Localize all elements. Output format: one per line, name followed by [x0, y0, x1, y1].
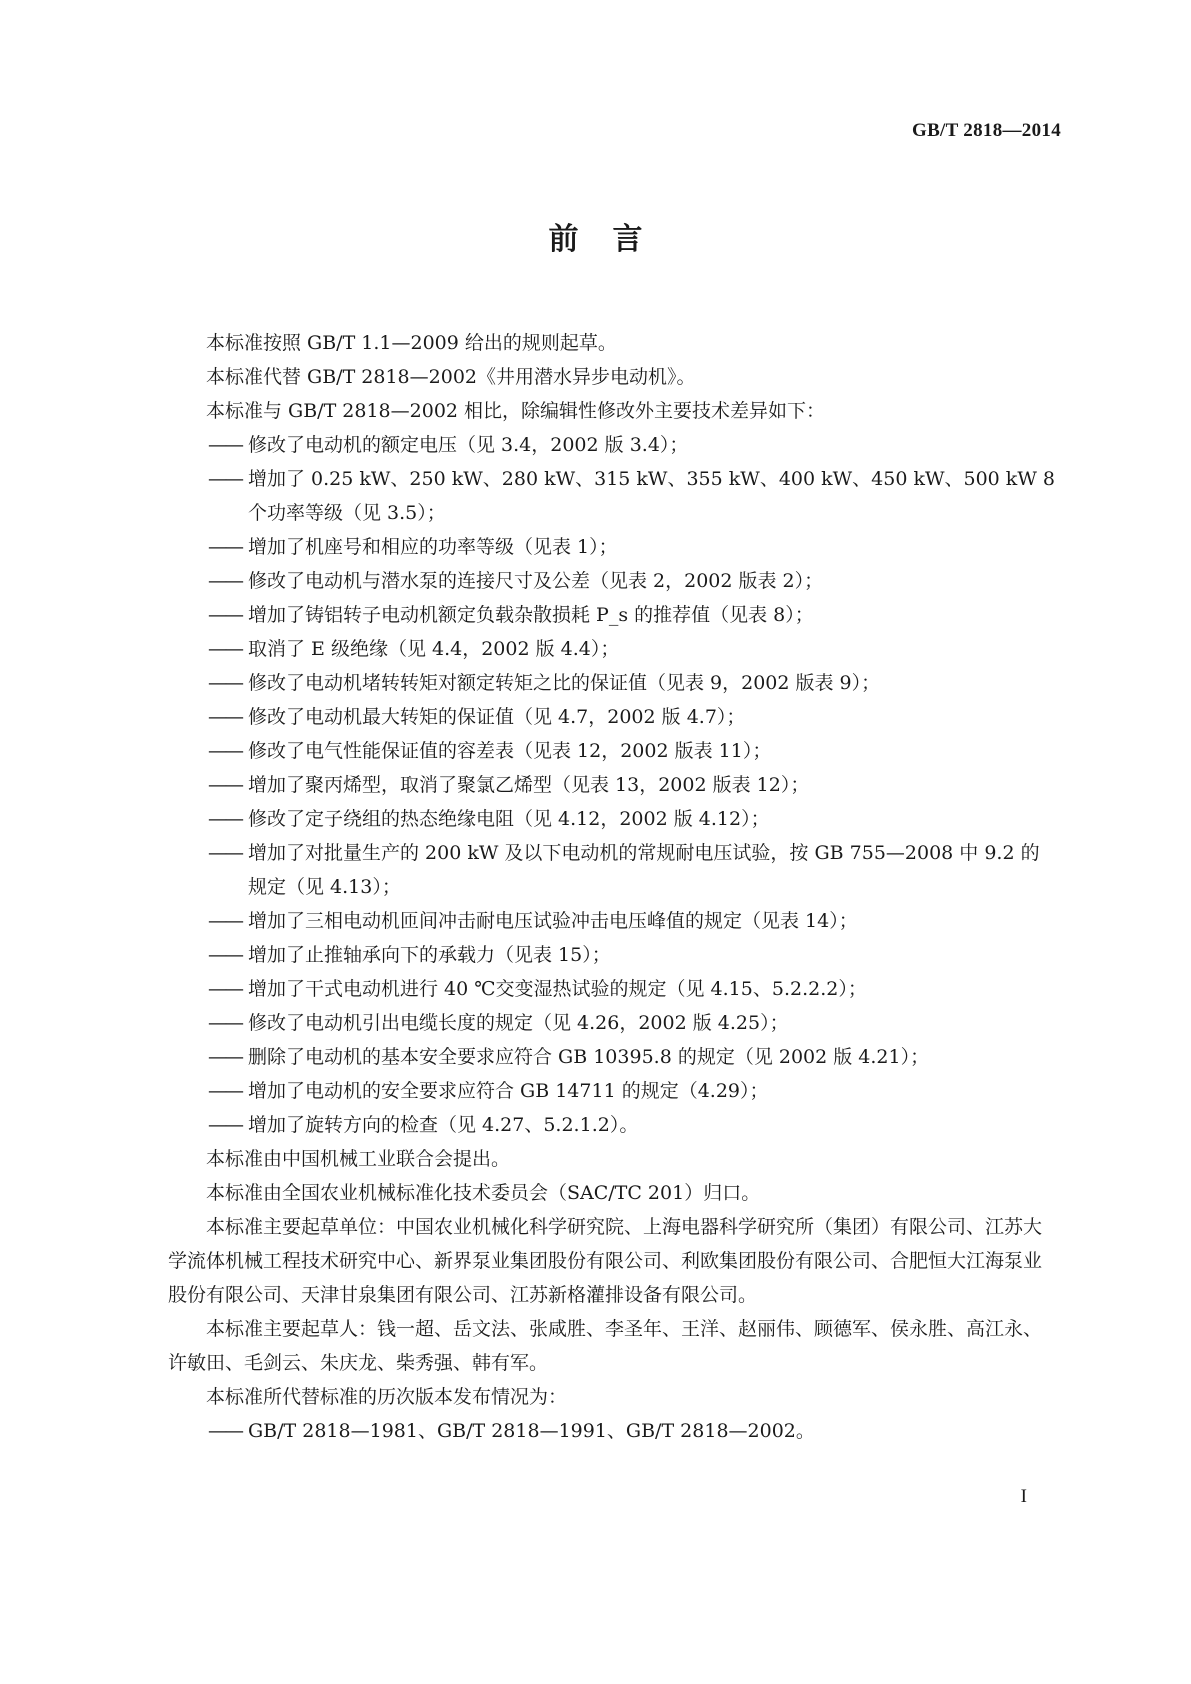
list-item-text: 增加了止推轴承向下的承载力（见表 15）；: [248, 944, 611, 966]
list-item: [168, 768, 1058, 802]
dash-marker: ——: [208, 672, 242, 694]
list-item-text: 修改了定子绕组的热态绝缘电阻（见 4.12，2002 版 4.12）；: [248, 808, 770, 830]
dash-marker: ——: [208, 604, 242, 626]
list-item: [168, 462, 1058, 530]
dash-marker: ——: [208, 1114, 242, 1136]
list-item-text: 增加了 0.25 kW、250 kW、280 kW、315 kW、355 kW、400 kW、450 kW、500 kW 8 个功率等级（见 3.5）；: [248, 468, 1055, 524]
list-item: [168, 530, 1058, 564]
list-item-text: 增加了机座号和相应的功率等级（见表 1）；: [248, 536, 618, 558]
list-item: [168, 428, 1058, 462]
list-item-text: 修改了电动机最大转矩的保证值（见 4.7，2002 版 4.7）；: [248, 706, 746, 728]
list-item: [168, 564, 1058, 598]
list-item-text: 修改了电动机引出电缆长度的规定（见 4.26，2002 版 4.25）；: [248, 1012, 789, 1034]
list-item: [168, 938, 1058, 972]
list-item-text: 修改了电气性能保证值的容差表（见表 12，2002 版表 11）；: [248, 740, 772, 762]
list-item-text: 修改了电动机与潜水泵的连接尺寸及公差（见表 2，2002 版表 2）；: [248, 570, 824, 592]
page-title: 前言: [548, 222, 677, 257]
list-item-text: 删除了电动机的基本安全要求应符合 GB 10395.8 的规定（见 2002 版 4.21）；: [248, 1046, 930, 1068]
history-text: GB/T 2818—1981、GB/T 2818—1991、GB/T 2818—2002。: [248, 1420, 815, 1442]
list-item-text: 增加了电动机的安全要求应符合 GB 14711 的规定（4.29）；: [248, 1080, 769, 1102]
list-item-text: 增加了铸铝转子电动机额定负载杂散损耗 P_s 的推荐值（见表 8）；: [248, 604, 814, 626]
paragraph-differences-intro: 本标准与 GB/T 2818—2002 相比，除编辑性修改外主要技术差异如下：: [206, 400, 826, 422]
page-number: I: [1020, 1486, 1027, 1507]
list-item: [168, 1040, 1058, 1074]
dash-marker: ——: [208, 434, 242, 456]
list-item: [168, 700, 1058, 734]
dash-marker: ——: [208, 1420, 242, 1442]
dash-marker: ——: [208, 740, 242, 762]
changes-list: [168, 428, 1058, 1142]
dash-marker: ——: [208, 1046, 242, 1068]
dash-marker: ——: [208, 842, 242, 864]
dash-marker: ——: [208, 774, 242, 796]
list-item-text: 修改了电动机堵转转矩对额定转矩之比的保证值（见表 9，2002 版表 9）；: [248, 672, 881, 694]
list-item: [168, 802, 1058, 836]
list-item-text: 取消了 E 级绝缘（见 4.4，2002 版 4.4）；: [248, 638, 620, 660]
list-item-text: 修改了电动机的额定电压（见 3.4，2002 版 3.4）；: [248, 434, 689, 456]
history-item: [168, 1414, 1058, 1448]
dash-marker: ——: [208, 1080, 242, 1102]
standard-code: GB/T 2818—2014: [911, 120, 1061, 141]
dash-marker: ——: [208, 536, 242, 558]
paragraph-drafting-units: 本标准主要起草单位：中国农业机械化科学研究院、上海电器科学研究所（集团）有限公司、江苏大学流体机械工程技术研究中心、新界泵业集团股份有限公司、利欧集团股份有限公司、合肥恒大江海泵业股份有限公司、天津甘泉集团有限公司、江苏新格灌排设备有限公司。: [168, 1216, 1043, 1306]
dash-marker: ——: [208, 978, 242, 1000]
foreword-body: [168, 326, 1058, 1448]
paragraph-drafting-rules: 本标准按照 GB/T 1.1—2009 给出的规则起草。: [206, 332, 617, 354]
list-item: [168, 632, 1058, 666]
dash-marker: ——: [208, 638, 242, 660]
list-item: [168, 666, 1058, 700]
paragraph-drafters: 本标准主要起草人：钱一超、岳文法、张咸胜、李圣年、王洋、赵丽伟、顾德军、侯永胜、高江永、许敏田、毛剑云、朱庆龙、柴秀强、韩有军。: [168, 1318, 1043, 1374]
list-item-text: 增加了对批量生产的 200 kW 及以下电动机的常规耐电压试验，按 GB 755—2008 中 9.2 的规定（见 4.13）；: [248, 842, 1040, 898]
paragraph-history-intro: 本标准所代替标准的历次版本发布情况为：: [206, 1386, 568, 1408]
list-item: [168, 598, 1058, 632]
list-item: [168, 1074, 1058, 1108]
list-item: [168, 734, 1058, 768]
dash-marker: ——: [208, 468, 242, 490]
list-item-text: 增加了聚丙烯型，取消了聚氯乙烯型（见表 13，2002 版表 12）；: [248, 774, 810, 796]
dash-marker: ——: [208, 944, 242, 966]
list-item-text: 增加了三相电动机匝间冲击耐电压试验冲击电压峰值的规定（见表 14）；: [248, 910, 858, 932]
paragraph-committee: 本标准由全国农业机械标准化技术委员会（SAC/TC 201）归口。: [206, 1182, 761, 1204]
list-item: [168, 1108, 1058, 1142]
dash-marker: ——: [208, 706, 242, 728]
dash-marker: ——: [208, 570, 242, 592]
list-item: [168, 1006, 1058, 1040]
list-item: [168, 836, 1058, 904]
dash-marker: ——: [208, 1012, 242, 1034]
list-item: [168, 904, 1058, 938]
list-item: [168, 972, 1058, 1006]
list-item-text: 增加了旋转方向的检查（见 4.27、5.2.1.2）。: [248, 1114, 639, 1136]
paragraph-proposer: 本标准由中国机械工业联合会提出。: [206, 1148, 511, 1170]
list-item-text: 增加了干式电动机进行 40 ℃交变湿热试验的规定（见 4.15、5.2.2.2）；: [248, 978, 867, 1000]
dash-marker: ——: [208, 910, 242, 932]
paragraph-replaces: 本标准代替 GB/T 2818—2002《井用潜水异步电动机》。: [206, 366, 696, 388]
dash-marker: ——: [208, 808, 242, 830]
